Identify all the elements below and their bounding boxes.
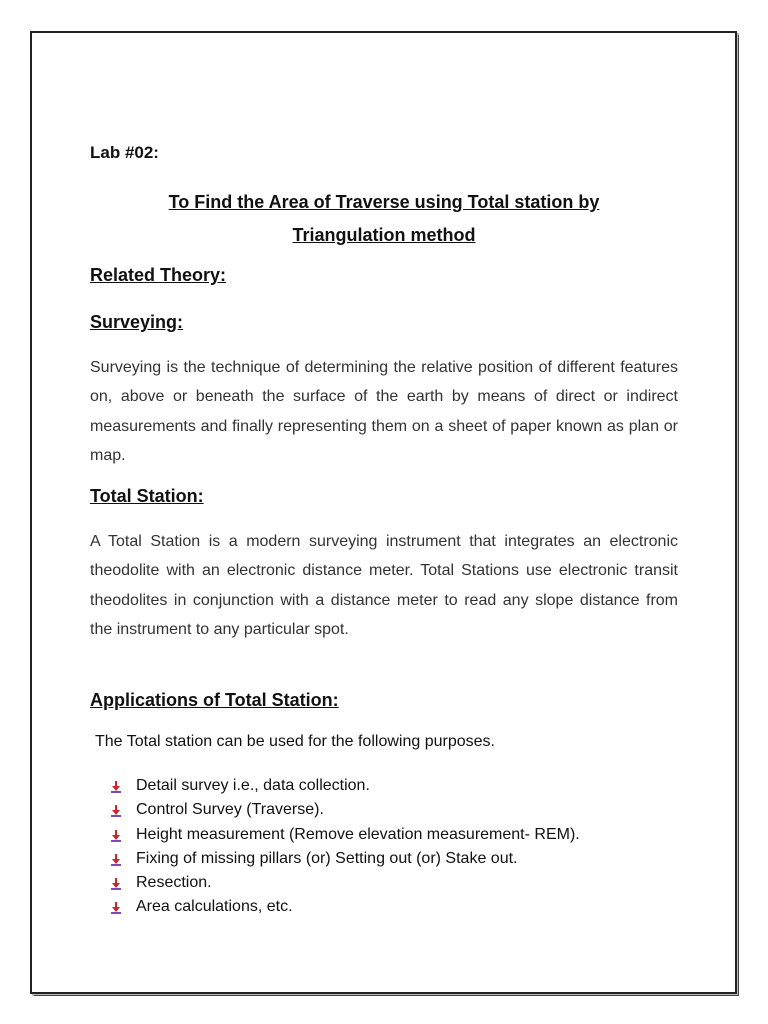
arrow-down-bullet-icon — [110, 830, 122, 842]
heading-applications: Applications of Total Station: — [90, 690, 339, 710]
heading-surveying: Surveying: — [90, 312, 184, 332]
arrow-down-bullet-icon — [110, 781, 122, 793]
list-item: Detail survey i.e., data collection. — [110, 774, 580, 798]
list-item: Fixing of missing pillars (or) Setting out (or) Stake out. — [110, 847, 580, 871]
title-line-1: To Find the Area of Traverse using Total station by — [168, 192, 600, 212]
list-item: Control Survey (Traverse). — [110, 798, 580, 822]
lab-number: Lab #02: — [90, 143, 159, 162]
arrow-down-bullet-icon — [110, 902, 122, 914]
list-item: Height measurement (Remove elevation measurement- REM). — [110, 823, 580, 847]
list-item: Resection. — [110, 871, 580, 895]
arrow-down-bullet-icon — [110, 854, 122, 866]
list-item: Area calculations, etc. — [110, 895, 580, 919]
title-line-2: Triangulation method — [292, 225, 476, 245]
arrow-down-bullet-icon — [110, 878, 122, 890]
total-station-paragraph: A Total Station is a modern surveying instrument that integrates an electronic theodolite with an electronic distance meter. Total Stations use electronic transit theodolites in conjunction with a distance meter to read any slope distance from the instrument to any particular spot. — [90, 533, 678, 638]
document-title — [90, 186, 678, 252]
heading-total-station: Total Station: — [90, 486, 204, 506]
arrow-down-bullet-icon — [110, 805, 122, 817]
applications-intro: The Total station can be used for the following purposes. — [95, 733, 495, 750]
applications-list — [110, 774, 580, 920]
heading-related-theory: Related Theory: — [90, 265, 227, 285]
surveying-paragraph: Surveying is the technique of determining the relative position of different features on, above or beneath the surface of the earth by means of direct or indirect measurements and finally representing them on a sheet of paper known as plan or map. — [90, 359, 678, 464]
